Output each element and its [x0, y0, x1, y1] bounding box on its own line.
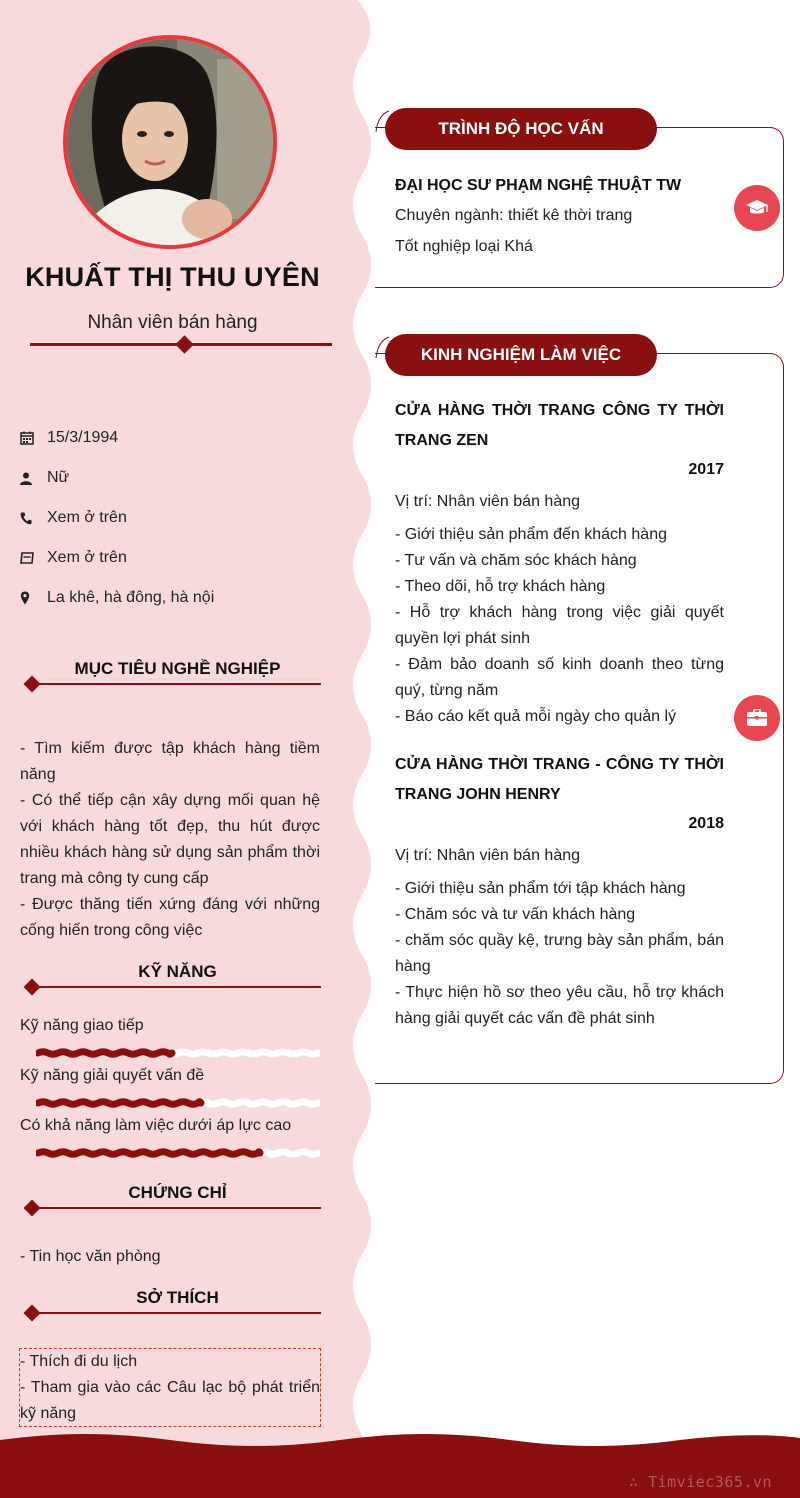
job-task: - Hỗ trợ khách hàng trong việc giải quyết quyền lợi phát sinh: [395, 604, 724, 647]
certificates-title: CHỨNG CHỈ: [128, 1183, 227, 1202]
certificates-text: [20, 1244, 320, 1270]
job-task: - Theo dõi, hỗ trợ khách hàng: [395, 578, 606, 595]
certificates-heading: [20, 1183, 321, 1213]
skill-bar: [36, 1147, 320, 1159]
job-tasks: [395, 876, 724, 1032]
info-email: [20, 547, 127, 569]
job-year: 2018: [688, 815, 724, 832]
education-title: TRÌNH ĐỘ HỌC VẤN: [385, 108, 657, 150]
gender-value: Nữ: [47, 469, 70, 486]
job-task: - Chăm sóc và tư vấn khách hàng: [395, 906, 636, 923]
objective-text: [20, 736, 320, 944]
education-major: Chuyên ngành: thiết kê thời trang: [395, 207, 633, 224]
job-position: Vị trí: Nhân viên bán hàng: [395, 493, 581, 510]
hobbies-heading: [20, 1288, 321, 1318]
skill-bar: [36, 1097, 320, 1109]
hobbies-title: SỞ THÍCH: [136, 1288, 219, 1307]
job-task: - Thực hiện hồ sơ theo yêu cầu, hỗ trợ khách hàng giải quyết các vấn đề phát sinh: [395, 984, 724, 1027]
objective-line: - Có thể tiếp cận xây dựng mối quan hệ với khách hàng tốt đẹp, thu hút được nhiều khách hàng sử dụng sản phẩm thời trang mà công ty cung cấp: [20, 792, 320, 887]
objective-title: MỤC TIÊU NGHỀ NGHIỆP: [74, 659, 281, 678]
skill-label: Kỹ năng giải quyết vấn đề: [20, 1067, 205, 1084]
info-phone: [20, 507, 127, 529]
objective-line: - Tìm kiếm được tập khách hàng tiềm năng: [20, 740, 320, 783]
job-year: 2017: [688, 461, 724, 478]
education-grade: Tốt nghiệp loại Khá: [395, 238, 533, 255]
address-value: La khê, hà đông, hà nội: [47, 589, 215, 606]
email-icon: [20, 547, 47, 569]
map-pin-icon: [20, 587, 47, 609]
skill-bar-fill: [38, 1052, 172, 1055]
skill-bar: [36, 1047, 320, 1059]
info-birthday: [20, 427, 118, 449]
education-school: ĐẠI HỌC SƯ PHẠM NGHỆ THUẬT TW: [395, 177, 682, 194]
phone-value: Xem ở trên: [47, 509, 127, 526]
birthday-value: 15/3/1994: [47, 429, 119, 446]
skill-bar-fill: [38, 1152, 260, 1155]
hobby-line: - Tham gia vào các Câu lạc bộ phát triển kỹ năng: [20, 1379, 320, 1422]
user-icon: [20, 467, 47, 489]
graduation-cap-icon: [734, 185, 780, 231]
experience-title: KINH NGHIỆM LÀM VIỆC: [385, 334, 657, 376]
info-address: [20, 587, 214, 609]
certificate-line: - Tin học văn phòng: [20, 1248, 161, 1265]
skill-label: Kỹ năng giao tiếp: [20, 1017, 144, 1034]
job-task: - Giới thiệu sản phẩm tới tập khách hàng: [395, 880, 686, 897]
job-task: - chăm sóc quầy kệ, trưng bày sản phẩm, bán hàng: [395, 932, 724, 975]
job-task: - Đảm bảo doanh số kinh doanh theo từng quý, từng năm: [395, 656, 724, 699]
job-task: - Tư vấn và chăm sóc khách hàng: [395, 552, 637, 569]
skill-label: Có khả năng làm việc dưới áp lực cao: [20, 1117, 292, 1134]
skill-bar-fill: [38, 1102, 201, 1105]
phone-icon: [20, 507, 47, 529]
objective-line: - Được thăng tiến xứng đáng với những cống hiến trong công việc: [20, 896, 320, 939]
skills-title: KỸ NĂNG: [138, 962, 217, 981]
hobbies-text[interactable]: [19, 1348, 321, 1427]
brand-watermark: ∴ Timviec365.vn: [629, 1473, 772, 1491]
job-company: CỬA HÀNG THỜI TRANG CÔNG TY THỜI TRANG ZEN: [395, 402, 724, 449]
job-task: - Báo cáo kết quả mỗi ngày cho quản lý: [395, 708, 677, 725]
objective-heading: [20, 659, 321, 689]
job-task: - Giới thiệu sản phẩm đến khách hàng: [395, 526, 667, 543]
candidate-name: KHUẤT THỊ THU UYÊN: [25, 262, 320, 292]
candidate-role: Nhân viên bán hàng: [87, 312, 258, 333]
portrait-photo: [67, 39, 273, 245]
email-value: Xem ở trên: [47, 549, 127, 566]
info-gender: [20, 467, 69, 489]
skills-heading: [20, 962, 321, 992]
hobby-line: - Thích đi du lịch: [20, 1353, 138, 1370]
calendar-icon: [20, 427, 47, 449]
briefcase-icon: [734, 695, 780, 741]
job-position: Vị trí: Nhân viên bán hàng: [395, 847, 581, 864]
job-company: CỬA HÀNG THỜI TRANG - CÔNG TY THỜI TRANG JOHN HENRY: [395, 756, 724, 803]
avatar: [63, 35, 277, 249]
job-tasks: [395, 522, 724, 730]
